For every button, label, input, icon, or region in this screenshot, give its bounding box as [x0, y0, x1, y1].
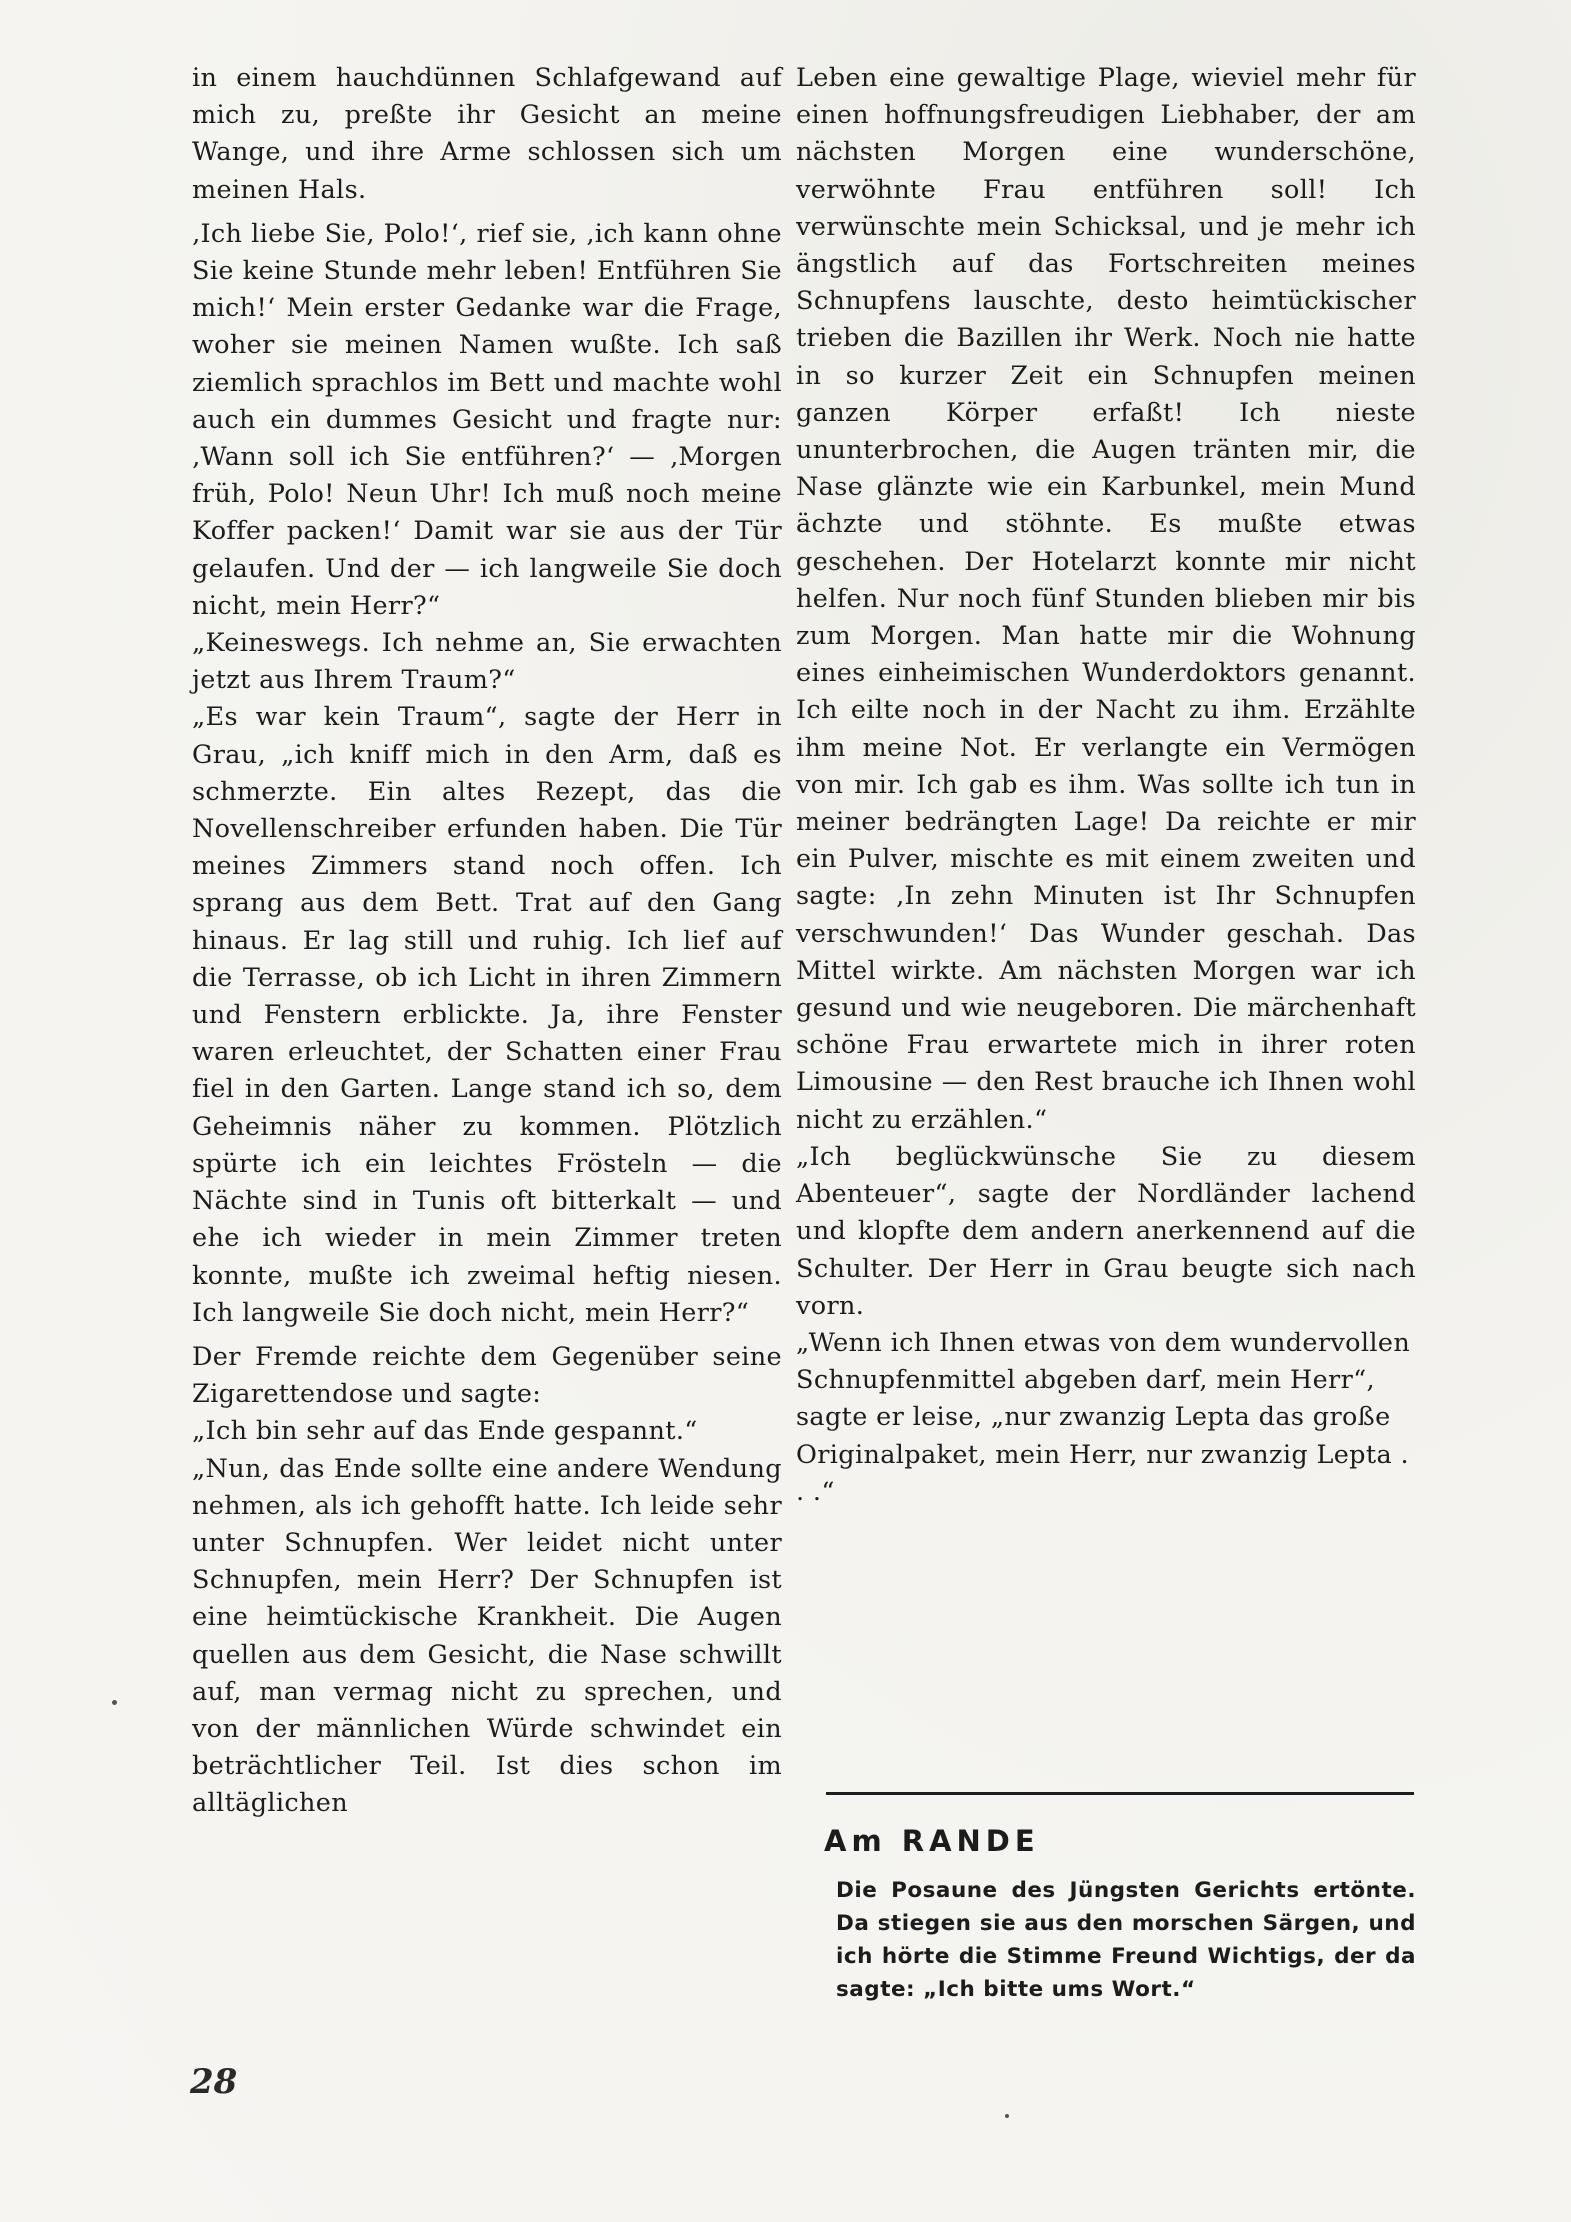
page-number: 28 — [190, 2062, 238, 2102]
paragraph: Der Fremde reichte dem Gegenüber seine Zigarettendose und sagte: — [192, 1341, 782, 1410]
sidebar-title: Am RANDE — [824, 1824, 1040, 1858]
sidebar-paragraph: Die Posaune des Jüngsten Gerichts ertönte. Da stiegen sie aus den morschen Särgen, und ich hörte die Stimme Freund Wichtigs, der da sagte: „Ich bitte ums Wort.“ — [836, 1878, 1416, 2002]
section-divider — [826, 1792, 1414, 1795]
left-text-column — [192, 60, 782, 1823]
print-speck — [1005, 2114, 1009, 2118]
paragraph: „Ich bin sehr auf das Ende gespannt.“ — [192, 1416, 698, 1447]
paragraph: „Ich beglückwünsche Sie zu diesem Abenteuer“, sagte der Nordländer lachend und klopfte dem andern anerkennend auf die Schulter. Der Herr in Grau beugte sich nach vorn. — [796, 1141, 1416, 1321]
right-text-column — [796, 60, 1416, 1511]
paragraph: „Es war kein Traum“, sagte der Herr in Grau, „ich kniff mich in den Arm, daß es schmerzte. Ein altes Rezept, das die Novellenschreiber erfunden haben. Die Tür meines Zimmers stand noch offen. Ich sprang aus dem Bett. Trat auf den Gang hinaus. Er lag still und ruhig. Ich lief auf die Terrasse, ob ich Licht in ihren Zimmern und Fenstern erblickte. Ja, ihre Fenster waren erleuchtet, der Schatten einer Frau fiel in den Garten. Lange stand ich so, dem Geheimnis näher zu kommen. Plötzlich spürte ich ein leichtes Frösteln — die Nächte sind in Tunis oft bitterkalt — und ehe ich wieder in mein Zimmer treten konnte, mußte ich zweimal heftig niesen. Ich langweile Sie doch nicht, mein Herr?“ — [192, 702, 782, 1328]
paragraph: ‚Ich liebe Sie, Polo!‘, rief sie, ‚ich kann ohne Sie keine Stunde mehr leben! Entführen Sie mich!‘ Mein erster Gedanke war die Frage, woher sie meinen Namen wußte. Ich saß ziemlich sprachlos im Bett und machte wohl auch ein dummes Gesicht und fragte nur: ‚Wann soll ich Sie entführen?‘ — ‚Morgen früh, Polo! Neun Uhr! Ich muß noch meine Koffer packen!‘ Damit war sie aus der Tür gelaufen. Und der — ich langweile Sie doch nicht, mein Herr?“ — [192, 218, 782, 621]
paragraph: „Nun, das Ende sollte eine andere Wendung nehmen, als ich gehofft hatte. Ich leide sehr unter Schnupfen. Wer leidet nicht unter Schnupfen, mein Herr? Der Schnupfen ist eine heimtückische Krankheit. Die Augen quellen aus dem Gesicht, die Nase schwillt auf, man vermag nicht zu sprechen, und von der männlichen Würde schwindet ein beträchtlicher Teil. Ist dies schon im alltäglichen — [192, 1453, 782, 1819]
sidebar-text — [836, 1874, 1416, 2006]
paragraph: „Wenn ich Ihnen etwas von dem wundervollen Schnupfenmittel abgeben darf, mein Herr“, sagte er leise, „nur zwanzig Lepta das große Originalpaket, mein Herr, nur zwanzig Lepta . . .“ — [796, 1327, 1411, 1507]
print-speck — [112, 1700, 117, 1705]
paragraph: Leben eine gewaltige Plage, wieviel mehr für einen hoffnungsfreudigen Liebhaber, der am nächsten Morgen eine wunderschöne, verwöhnte Frau entführen soll! Ich verwünschte mein Schicksal, und je mehr ich ängstlich auf das Fortschreiten meines Schnupfens lauschte, desto heimtückischer trieben die Bazillen ihr Werk. Noch nie hatte in so kurzer Zeit ein Schnupfen meinen ganzen Körper erfaßt! Ich nieste ununterbrochen, die Augen tränten mir, die Nase glänzte wie ein Karbunkel, mein Mund ächzte und stöhnte. Es mußte etwas geschehen. Der Hotelarzt konnte mir nicht helfen. Nur noch fünf Stunden blieben mir bis zum Morgen. Man hatte mir die Wohnung eines einheimischen Wunderdoktors genannt. Ich eilte noch in der Nacht zu ihm. Erzählte ihm meine Not. Er verlangte ein Vermögen von mir. Ich gab es ihm. Was sollte ich tun in meiner bedrängten Lage! Da reichte er mir ein Pulver, mischte es mit einem zweiten und sagte: ‚In zehn Minuten ist Ihr Schnupfen verschwunden!‘ Das Wunder geschah. Das Mittel wirkte. Am nächsten Morgen war ich gesund und wie neugeboren. Die märchenhaft schöne Frau erwartete mich in ihrer roten Limousine — den Rest brauche ich Ihnen wohl nicht zu erzählen.“ — [796, 63, 1416, 1135]
paragraph: „Keineswegs. Ich nehme an, Sie erwachten jetzt aus Ihrem Traum?“ — [192, 628, 782, 696]
paragraph: in einem hauchdünnen Schlafgewand auf mich zu, preßte ihr Gesicht an meine Wange, und ihre Arme schlossen sich um meinen Hals. — [192, 63, 782, 205]
